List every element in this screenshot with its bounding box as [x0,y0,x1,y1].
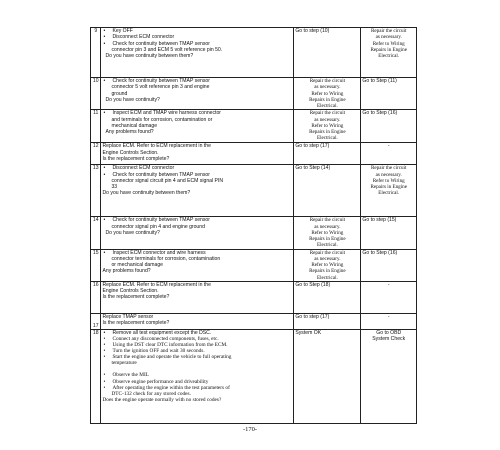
no-cell: - [361,281,417,313]
question-text: Do you have continuity between them? [102,190,191,197]
step-number: 16 [91,281,101,313]
yes-cell: System OK [294,329,361,423]
list-item: • Check for continuity between TMAP sensor [103,171,210,178]
list-item: • Inspect ECM and TMAP wire harness connector [103,110,221,117]
list-item: • Start the engine and operate the vehicle to full operating [103,354,232,361]
yes-cell: Go to step (17) [294,313,361,329]
list-item: • Connect any disconnected components, fuses, etc. [103,336,219,342]
yes-cell: Go to Step (14) [294,165,361,217]
step-number: 13 [91,165,101,217]
step-number: 10 [91,78,101,110]
table-row [91,313,417,329]
no-cell: Go to Step (11) [361,78,417,110]
action-cell [101,78,294,110]
action-cell: Replace ECM. Refer to ECM replacement in the Engine Controls Section. Is the replacement complete? [101,281,294,313]
list-item: • Observe engine performance and driveability [103,378,209,385]
table-row [91,281,417,313]
question-text: Any problems found? [102,268,151,275]
table-row [91,28,417,78]
yes-cell: Go to step (10) [294,28,361,78]
list-item-continuation: ground [111,90,128,97]
list-item: • Check for continuity between TMAP sensor [103,78,210,84]
question-text: Does the engine operate normally with no stored codes? [102,396,222,403]
list-item: • Turn the ignition OFF and wait 30 seconds. [103,348,205,355]
yes-cell: Repair the circuit as necessary. Refer to Wiring Repairs in Engine Electrical. [294,78,361,110]
no-cell: Repair the circuit as necessary. Refer to Wiring Repairs in Engine Electrical. [361,165,417,217]
step-number: 9 [91,28,101,78]
question-text: Do you have continuity between them? [105,53,194,59]
list-item: • Disconnect ECM connector [103,165,175,172]
action-cell: Replace ECM. Refer to ECM replacement in the Engine Controls Section. Is the replacement complete? [101,143,294,165]
step-number: 15 [91,249,101,281]
no-cell: Go to OBD System Check [361,329,417,423]
action-cell: Replace TMAP sensor Is the replacement complete? [101,313,294,329]
yes-cell: Go to Step (18) [294,281,361,313]
table-row [91,143,417,165]
list-item-continuation: temperature [111,360,137,367]
question-text: Do you have continuity? [105,96,160,103]
table-row [91,110,417,143]
no-cell: - [361,313,417,329]
step-number: 17 [91,313,101,329]
no-cell: Go to step (15) [361,217,417,249]
list-item: • Disconnect ECM connector [103,34,175,41]
list-item: • Check for continuity between TMAP sensor [103,217,210,224]
list-item-continuation: connector terminals for corrosion, contamination [111,255,221,262]
step-number: 11 [91,110,101,143]
action-cell [101,28,294,78]
action-cell [101,249,294,281]
table-row [91,78,417,110]
list-item: • Observe the MIL [103,372,149,379]
table-row [91,329,417,423]
list-item-continuation: or mechanical damage [111,262,164,268]
question-text: Do you have continuity? [105,229,160,236]
list-item: • Check for continuity between TMAP sensor [103,40,210,47]
yes-cell: Repair the circuit as necessary. Refer to Wiring Repairs in Engine Electrical. [294,217,361,249]
list-item-continuation: and terminals for corrosion, contamination or [111,116,213,123]
page-number: -170- [242,426,258,433]
action-cell [101,110,294,143]
action-cell [101,165,294,217]
list-item: • Key OFF [103,28,133,34]
step-number: 18 [91,329,101,423]
step-number: 12 [91,143,101,165]
list-item: • Inspect ECM connector and wire harness [103,249,206,256]
action-cell [101,329,294,423]
no-cell: Repair the circuit as necessary. Refer to Wiring Repairs in Engine Electrical. [361,28,417,78]
table-row [91,249,417,281]
list-item-continuation: connector 5 volt reference pin 3 and engine [111,84,210,91]
yes-cell: Repair the circuit as necessary. Refer to Wiring Repairs in Engine Electrical. [294,249,361,281]
list-item-continuation: DTC-132 check for any stored codes. [111,390,191,397]
list-item-continuation: connector signal pin 4 and engine ground [111,223,205,230]
question-text: Any problems found? [105,129,154,135]
no-cell: Go to Step (16) [361,249,417,281]
table-row [91,217,417,249]
action-cell [101,217,294,249]
no-cell: - [361,143,417,165]
list-item-continuation: connector signal circuit pin 4 and ECM signal PIN [111,177,224,184]
list-item: • Using the DST clear DTC information from the ECM. [103,342,228,349]
table-row [91,165,417,217]
step-number: 14 [91,217,101,249]
diagnostic-table [90,27,417,424]
list-item-continuation: 33 [111,184,118,190]
yes-cell: Go to step (17) [294,143,361,165]
list-item-continuation: mechanical damage [111,122,158,129]
list-item-continuation: connector pin 3 and ECM 5 volt reference pin 50. [111,46,223,53]
list-item: • Remove all test equipment except the DSC. [103,329,212,336]
no-cell: Go to Step (16) [361,110,417,143]
yes-cell: Repair the circuit as necessary. Refer to Wiring Repairs in Engine Electrical. [294,110,361,143]
list-item: • After operating the engine within the test parameters of [103,384,230,391]
